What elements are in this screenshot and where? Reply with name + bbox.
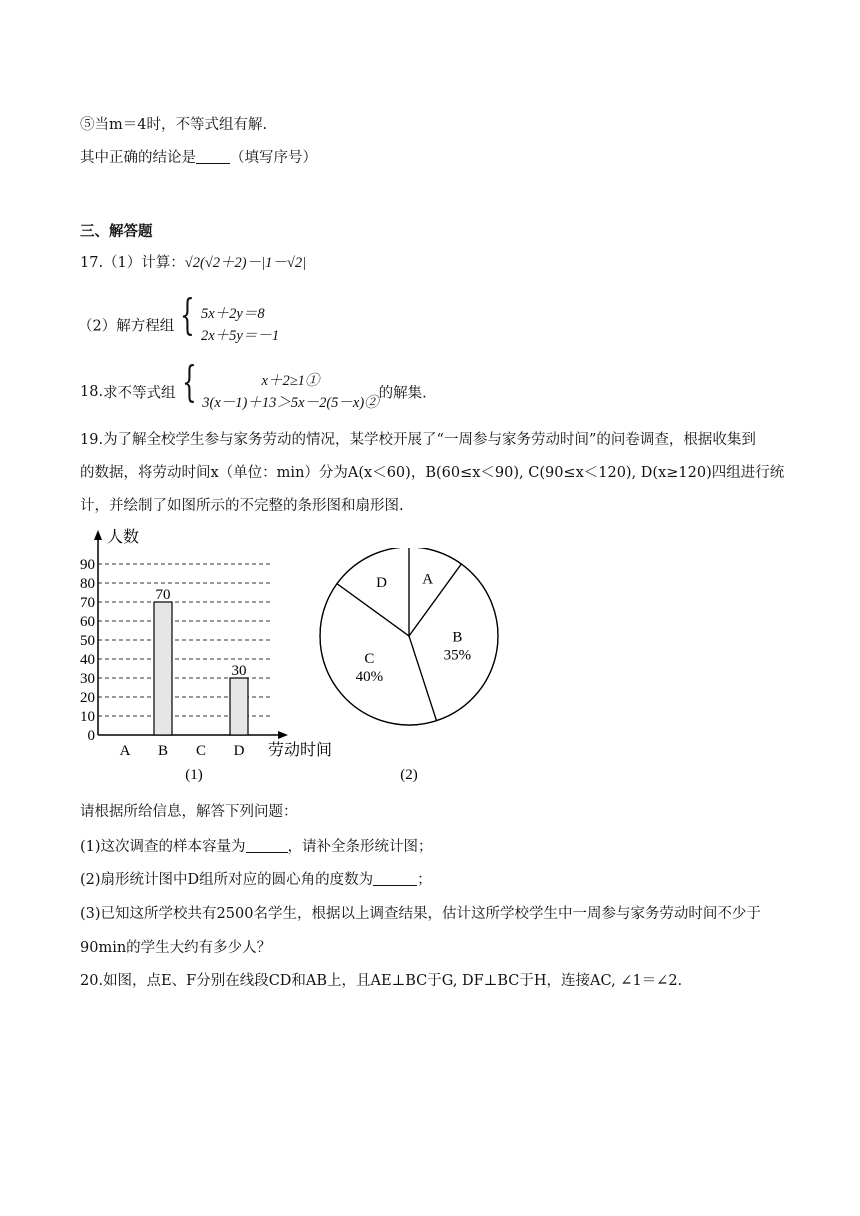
y-tick-label: 40 — [80, 652, 95, 668]
q20-number: 20. — [80, 973, 104, 989]
chart-caption: (2) — [400, 767, 418, 783]
q16-conclusion-tail: （填写序号） — [230, 150, 317, 166]
q17-part1-label: （1）计算： — [103, 255, 185, 271]
q19-line1 — [80, 428, 756, 449]
q16-conclusion — [80, 146, 317, 167]
answer-blank[interactable] — [196, 149, 230, 164]
q18-ineq1: x＋2≥1① — [261, 373, 320, 389]
q18-ineq2: 3(x－1)＋13＞5x－2(5－x)② — [202, 395, 379, 411]
q16-item5: ⑤当m＝4时，不等式组有解. — [80, 117, 268, 133]
y-tick-label: 70 — [80, 595, 95, 611]
y-tick-label: 90 — [80, 557, 95, 573]
q19-line3: 计，并绘制了如图所示的不完整的条形图和扇形图. — [80, 498, 404, 514]
brace-icon: { — [181, 357, 197, 406]
q17-equation-system — [201, 303, 279, 347]
slice-label: A — [422, 571, 434, 588]
pie-chart — [310, 548, 510, 790]
slice-percent: 35% — [443, 647, 472, 664]
answer-blank[interactable] — [373, 871, 417, 886]
y-axis-arrow-icon — [94, 530, 102, 540]
q19-prompt: 请根据所给信息，解答下列问题： — [80, 804, 298, 820]
slice-percent: 40% — [355, 668, 384, 685]
bar — [230, 678, 248, 735]
q17-part2 — [78, 290, 280, 347]
q19-sub2-tail: ； — [417, 872, 432, 888]
x-tick-label: B — [157, 743, 169, 759]
q16-conclusion-text: 其中正确的结论是 — [80, 150, 196, 166]
q18-number: 18. — [80, 384, 104, 400]
section-title: 三、解答题 — [80, 223, 153, 240]
answer-blank[interactable] — [246, 838, 288, 853]
q18-text: 求不等式组 — [103, 385, 176, 402]
q19-sub2 — [80, 868, 432, 889]
y-tick-label: 20 — [80, 690, 95, 706]
q19-number: 19. — [80, 432, 104, 448]
chart-caption: (1) — [185, 767, 203, 783]
q18-tail: 的解集. — [378, 385, 427, 402]
x-tick-label: C — [195, 743, 207, 759]
slice-label: C — [364, 650, 375, 667]
q17-part1-expr: √2(√2＋2)－|1－√2| — [184, 255, 307, 271]
q19-sub2-text: (2)扇形统计图中D组所对应的圆心角的度数为 — [80, 872, 374, 888]
q19-sub1 — [80, 835, 433, 856]
q17-eq1: 5x＋2y＝8 — [200, 306, 265, 322]
q19-line2: 的数据，将劳动时间x（单位：min）分为A(x＜60)，B(60≤x＜90), C(90≤x＜120), D(x≥120)四组进行统 — [80, 465, 785, 481]
slice-label: D — [376, 575, 387, 592]
x-tick-label: D — [233, 743, 245, 759]
data-label: 70 — [155, 587, 171, 603]
q17-number: 17. — [80, 255, 104, 271]
y-tick-label: 0 — [87, 728, 95, 744]
y-tick-label: 10 — [80, 709, 95, 725]
x-axis-arrow-icon — [278, 731, 288, 739]
q17-part1 — [80, 251, 306, 272]
q20 — [80, 969, 682, 990]
y-tick-label: 80 — [80, 576, 95, 592]
y-tick-label: 30 — [80, 671, 95, 687]
slice-label: B — [452, 629, 463, 646]
y-axis-label: 人数 — [107, 529, 140, 546]
q19-text-1: 为了解全校学生参与家务劳动的情况，某学校开展了“一周参与家务劳动时间”的问卷调查，根据收集到 — [103, 432, 756, 448]
brace-icon: { — [180, 290, 195, 339]
data-label: 30 — [231, 663, 247, 679]
y-tick-label: 50 — [80, 633, 95, 649]
q17-eq2: 2x＋5y＝－1 — [200, 328, 280, 344]
y-tick-label: 60 — [80, 614, 95, 630]
q18-inequality-system — [202, 370, 378, 414]
x-tick-label: A — [119, 743, 131, 759]
q19-sub3-line2: 90min的学生大约有多少人？ — [80, 940, 272, 956]
q18 — [80, 357, 427, 414]
q20-text: 如图，点E、F分别在线段CD和AB上，且AE⊥BC于G, DF⊥BC于H，连接AC, ∠1＝∠2. — [103, 973, 683, 989]
x-axis-label: 劳动时间 — [268, 742, 333, 759]
q17-part2-label: （2）解方程组 — [78, 318, 175, 335]
q19-sub3-line1: (3)已知这所学校共有2500名学生，根据以上调查结果，估计这所学校学生中一周参与家务劳动时间不少于 — [80, 906, 761, 922]
q19-sub1-tail: ，请补全条形统计图； — [287, 839, 433, 855]
q19-sub1-text: (1)这次调查的样本容量为 — [80, 839, 246, 855]
bar — [154, 602, 172, 735]
